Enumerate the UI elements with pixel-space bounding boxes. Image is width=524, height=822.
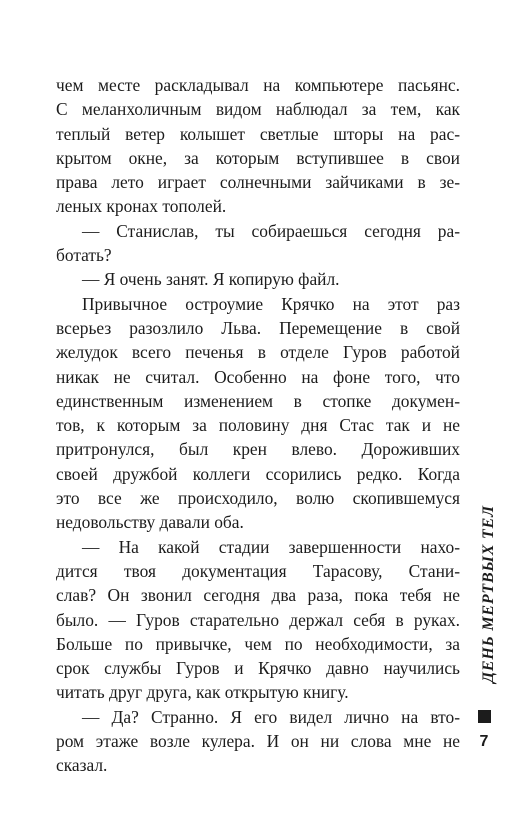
text-line: это все же происходило, волю скопившемуся bbox=[56, 488, 460, 509]
text-line: желудок всего печенья в отделе Гуров работой bbox=[56, 342, 460, 363]
text-line: притронулся, был крен влево. Дороживших bbox=[56, 439, 460, 460]
running-title bbox=[470, 490, 508, 698]
text-line: — Да? Странно. Я его видел лично на вто- bbox=[82, 706, 460, 727]
text-line: срок службы Гуров и Крячко давно научились bbox=[56, 658, 460, 679]
text-line: единственным изменением в стопке докумен- bbox=[56, 390, 460, 411]
text-line: теплый ветер колышет светлые шторы на рас- bbox=[56, 123, 460, 144]
text-line: читать друг друга, как открытую книгу. bbox=[56, 682, 349, 703]
running-title-text: ДЕНЬ МЕРТВЫХ ТЕЛ bbox=[480, 505, 497, 683]
text-line: чем месте раскладывал на компьютере пасьянс. bbox=[56, 75, 460, 95]
text-line: Больше по привычке, чем по необходимости, за bbox=[56, 633, 460, 654]
section-marker-square bbox=[478, 710, 491, 723]
text-line: всерьез разозлило Льва. Перемещение в свой bbox=[56, 317, 460, 338]
text-line: С меланхоличным видом наблюдал за тем, как bbox=[56, 99, 460, 120]
text-line: леных кронах тополей. bbox=[56, 196, 227, 217]
text-line: ром этаже возле кулера. И он ни слова мне не bbox=[56, 731, 460, 752]
text-line: было. — Гуров старательно держал себя в руках. bbox=[56, 609, 460, 630]
text-line: недовольству давали оба. bbox=[56, 512, 244, 533]
text-line: слав? Он звонил сегодня два раза, пока тебя не bbox=[56, 585, 460, 606]
text-line: — На какой стадии завершенности нахо- bbox=[82, 536, 460, 557]
text-line: крытом окне, за которым вступившее в свои bbox=[56, 147, 460, 168]
text-line: своей дружбой коллеги ссорились редко. Когда bbox=[56, 463, 460, 484]
body-text bbox=[56, 73, 460, 778]
text-line: тов, к которым за половину дня Стас так и не bbox=[56, 415, 460, 436]
text-line: ботать? bbox=[56, 245, 112, 266]
text-line: никак не считал. Особенно на фоне того, что bbox=[56, 366, 460, 387]
text-line: дится твоя документация Тарасову, Стани- bbox=[56, 560, 460, 581]
text-line: — Станислав, ты собираешься сегодня ра- bbox=[82, 220, 460, 241]
text-line: — Я очень занят. Я копирую файл. bbox=[82, 269, 340, 290]
page-number: 7 bbox=[479, 733, 489, 750]
text-line: права лето играет солнечными зайчиками в зе- bbox=[56, 172, 460, 193]
text-line: сказал. bbox=[56, 755, 108, 776]
text-line: Привычное остроумие Крячко на этот раз bbox=[82, 293, 460, 314]
